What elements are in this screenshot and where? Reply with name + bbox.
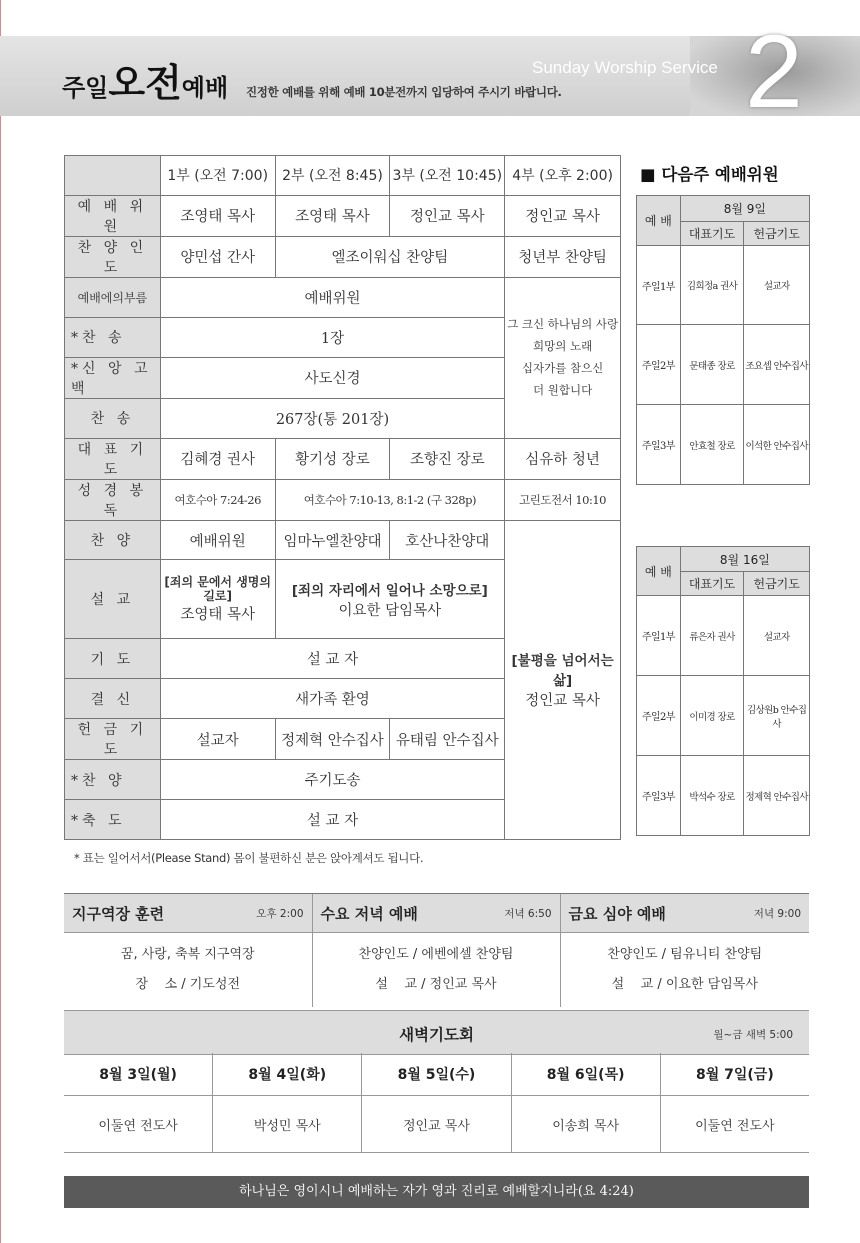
cell: 설 교 자	[160, 800, 504, 840]
service-label: 주일2부	[637, 325, 681, 405]
col-rep: 대표기도	[680, 572, 744, 596]
cell: 이미경 장로	[680, 676, 744, 756]
cell: 설교자	[744, 246, 810, 325]
day-leader: 정인교 목사	[362, 1096, 511, 1153]
next-week-table-1	[636, 195, 810, 485]
cell: 1장	[160, 317, 504, 357]
row-label-scripture: 성 경 봉 독	[65, 479, 161, 520]
footer-verse: 하나님은 영이시니 예배하는 자가 영과 진리로 예배할지니라(요 4:24)	[64, 1176, 809, 1208]
dawn-prayer-header	[64, 1010, 809, 1055]
event-header: 금요 심야 예배 저녁 9:00	[560, 894, 809, 933]
row-label-prayer: 기 도	[65, 639, 161, 679]
service-label: 주일3부	[637, 756, 681, 836]
cell: 예배위원	[160, 520, 275, 560]
cell: 여호수아 7:10-13, 8:1-2 (구 328p)	[275, 479, 505, 520]
cell: 박석수 장로	[680, 756, 744, 836]
cell: 고린도전서 10:10	[505, 479, 621, 520]
day-leader: 박성민 목사	[213, 1096, 362, 1153]
cell: 양민섭 간사	[160, 236, 275, 277]
cell: 호산나찬양대	[390, 520, 505, 560]
cell: 267장(통 201장)	[160, 398, 504, 438]
cell: 문태종 장로	[680, 325, 744, 405]
event-body: 꿈, 사랑, 축복 지구역장 장 소 / 기도성전	[120, 947, 255, 992]
page-title: 주일오전예배	[62, 61, 229, 105]
dawn-prayer-table	[64, 1053, 809, 1153]
cell: 황기성 장로	[275, 438, 390, 479]
week-date: 8월 9일	[680, 196, 809, 222]
sermon-service-2-3: [죄의 자리에서 일어나 소망으로] 이요한 담임목사	[275, 560, 505, 639]
day-header: 8월 3일(월)	[64, 1053, 213, 1096]
cell: 심유하 청년	[505, 438, 621, 479]
cell: 정인교 목사	[505, 195, 621, 236]
row-label-anthem: 찬 양	[65, 520, 161, 560]
cell: 예배위원	[160, 277, 504, 317]
cell: 정제혁 안수집사	[275, 719, 390, 760]
col-worship: 예 배	[637, 196, 681, 246]
row-label-resolve: 결 신	[65, 679, 161, 719]
event-header: 수요 저녁 예배 저녁 6:50	[312, 894, 560, 933]
corner-cell	[65, 156, 161, 196]
day-header: 8월 7일(금)	[660, 1053, 809, 1096]
header-service-4: 4부 (오후 2:00)	[505, 156, 621, 196]
col-rep: 대표기도	[680, 222, 744, 246]
event-header: 지구역장 훈련 오후 2:00	[64, 894, 312, 933]
row-label-sermon: 설 교	[65, 560, 161, 639]
col-offer: 헌금기도	[744, 572, 810, 596]
col-worship: 예 배	[637, 547, 681, 596]
header-service-2: 2부 (오전 8:45)	[275, 156, 390, 196]
sermon-service-4: [불평을 넘어서는 삶] 정인교 목사	[505, 520, 621, 839]
day-header: 8월 6일(목)	[511, 1053, 660, 1096]
week-date: 8월 16일	[680, 547, 809, 572]
page-edge-line	[0, 0, 1, 1243]
cell: 정인교 목사	[390, 195, 505, 236]
cell: 류은자 권사	[680, 596, 744, 676]
cell: 사도신경	[160, 357, 504, 398]
row-label-call: 예배에의부름	[65, 277, 161, 317]
row-label-creed: *신 앙 고 백	[65, 357, 161, 398]
cell: 이석한 안수집사	[744, 405, 810, 485]
header-service-3: 3부 (오전 10:45)	[390, 156, 505, 196]
cell: 주기도송	[160, 760, 504, 800]
songs-service-4: 그 크신 하나님의 사랑 희망의 노래 십자가를 참으신 더 원합니다	[505, 277, 621, 438]
cell: 정제혁 안수집사	[744, 756, 810, 836]
row-label-offering: 헌 금 기 도	[65, 719, 161, 760]
dawn-prayer-title: 새벽기도회	[399, 1026, 474, 1044]
stand-note: * 표는 일어서서(Please Stand) 몸이 불편하신 분은 앉아계셔도 됩니다.	[74, 851, 424, 865]
cell: 청년부 찬양팀	[505, 236, 621, 277]
service-label: 주일1부	[637, 246, 681, 325]
day-leader: 이둘연 전도사	[64, 1096, 213, 1153]
row-label-benediction: *축 도	[65, 800, 161, 840]
service-label: 주일2부	[637, 676, 681, 756]
cell: 조영태 목사	[160, 195, 275, 236]
next-week-title: ■ 다음주 예배위원	[640, 165, 779, 184]
cell: 조향진 장로	[390, 438, 505, 479]
cell: 임마누엘찬양대	[275, 520, 390, 560]
sermon-service-1: [죄의 문에서 생명의 길로] 조영태 목사	[160, 560, 275, 639]
row-label-prayer-rep: 대 표 기 도	[65, 438, 161, 479]
col-offer: 헌금기도	[744, 222, 810, 246]
day-leader: 이송희 목사	[511, 1096, 660, 1153]
cell: 설교자	[160, 719, 275, 760]
cell: 김혜경 권사	[160, 438, 275, 479]
row-label-hymn-2: 찬 송	[65, 398, 161, 438]
next-week-table-2	[636, 546, 810, 836]
cell: 김상원b 안수집사	[744, 676, 810, 756]
order-of-service-table	[64, 155, 621, 840]
cell: 유태림 안수집사	[390, 719, 505, 760]
page-number: 2	[745, 14, 803, 130]
cell: 새가족 환영	[160, 679, 504, 719]
event-body: 찬양인도 / 팀유니티 찬양팀 설 교 / 이요한 담임목사	[560, 933, 809, 1008]
service-label: 주일3부	[637, 405, 681, 485]
day-leader: 이둘연 전도사	[660, 1096, 809, 1153]
dawn-prayer-time: 월~금 새벽 5:00	[713, 1029, 793, 1041]
cell: 설 교 자	[160, 639, 504, 679]
service-label: 주일1부	[637, 596, 681, 676]
row-label-worship-leader: 예 배 위 원	[65, 195, 161, 236]
cell: 조영태 목사	[275, 195, 390, 236]
header-description: 진정한 예배를 위해 예배 10분전까지 입당하여 주시기 바랍니다.	[246, 85, 562, 99]
row-label-praise-leader: 찬 양 인 도	[65, 236, 161, 277]
cell: 설교자	[744, 596, 810, 676]
events-table	[64, 893, 809, 1007]
day-header: 8월 4일(화)	[213, 1053, 362, 1096]
event-body: 찬양인도 / 에벤에셀 찬양팀 설 교 / 정인교 목사	[312, 933, 560, 1008]
row-label-praise: *찬 양	[65, 760, 161, 800]
day-header: 8월 5일(수)	[362, 1053, 511, 1096]
header-service-1: 1부 (오전 7:00)	[160, 156, 275, 196]
cell: 김희정a 권사	[680, 246, 744, 325]
cell: 안효철 장로	[680, 405, 744, 485]
cell: 여호수아 7:24-26	[160, 479, 275, 520]
row-label-hymn: *찬 송	[65, 317, 161, 357]
header-english-title: Sunday Worship Service	[532, 58, 718, 77]
cell: 엘조이워십 찬양팀	[275, 236, 505, 277]
cell: 조요셉 안수집사	[744, 325, 810, 405]
